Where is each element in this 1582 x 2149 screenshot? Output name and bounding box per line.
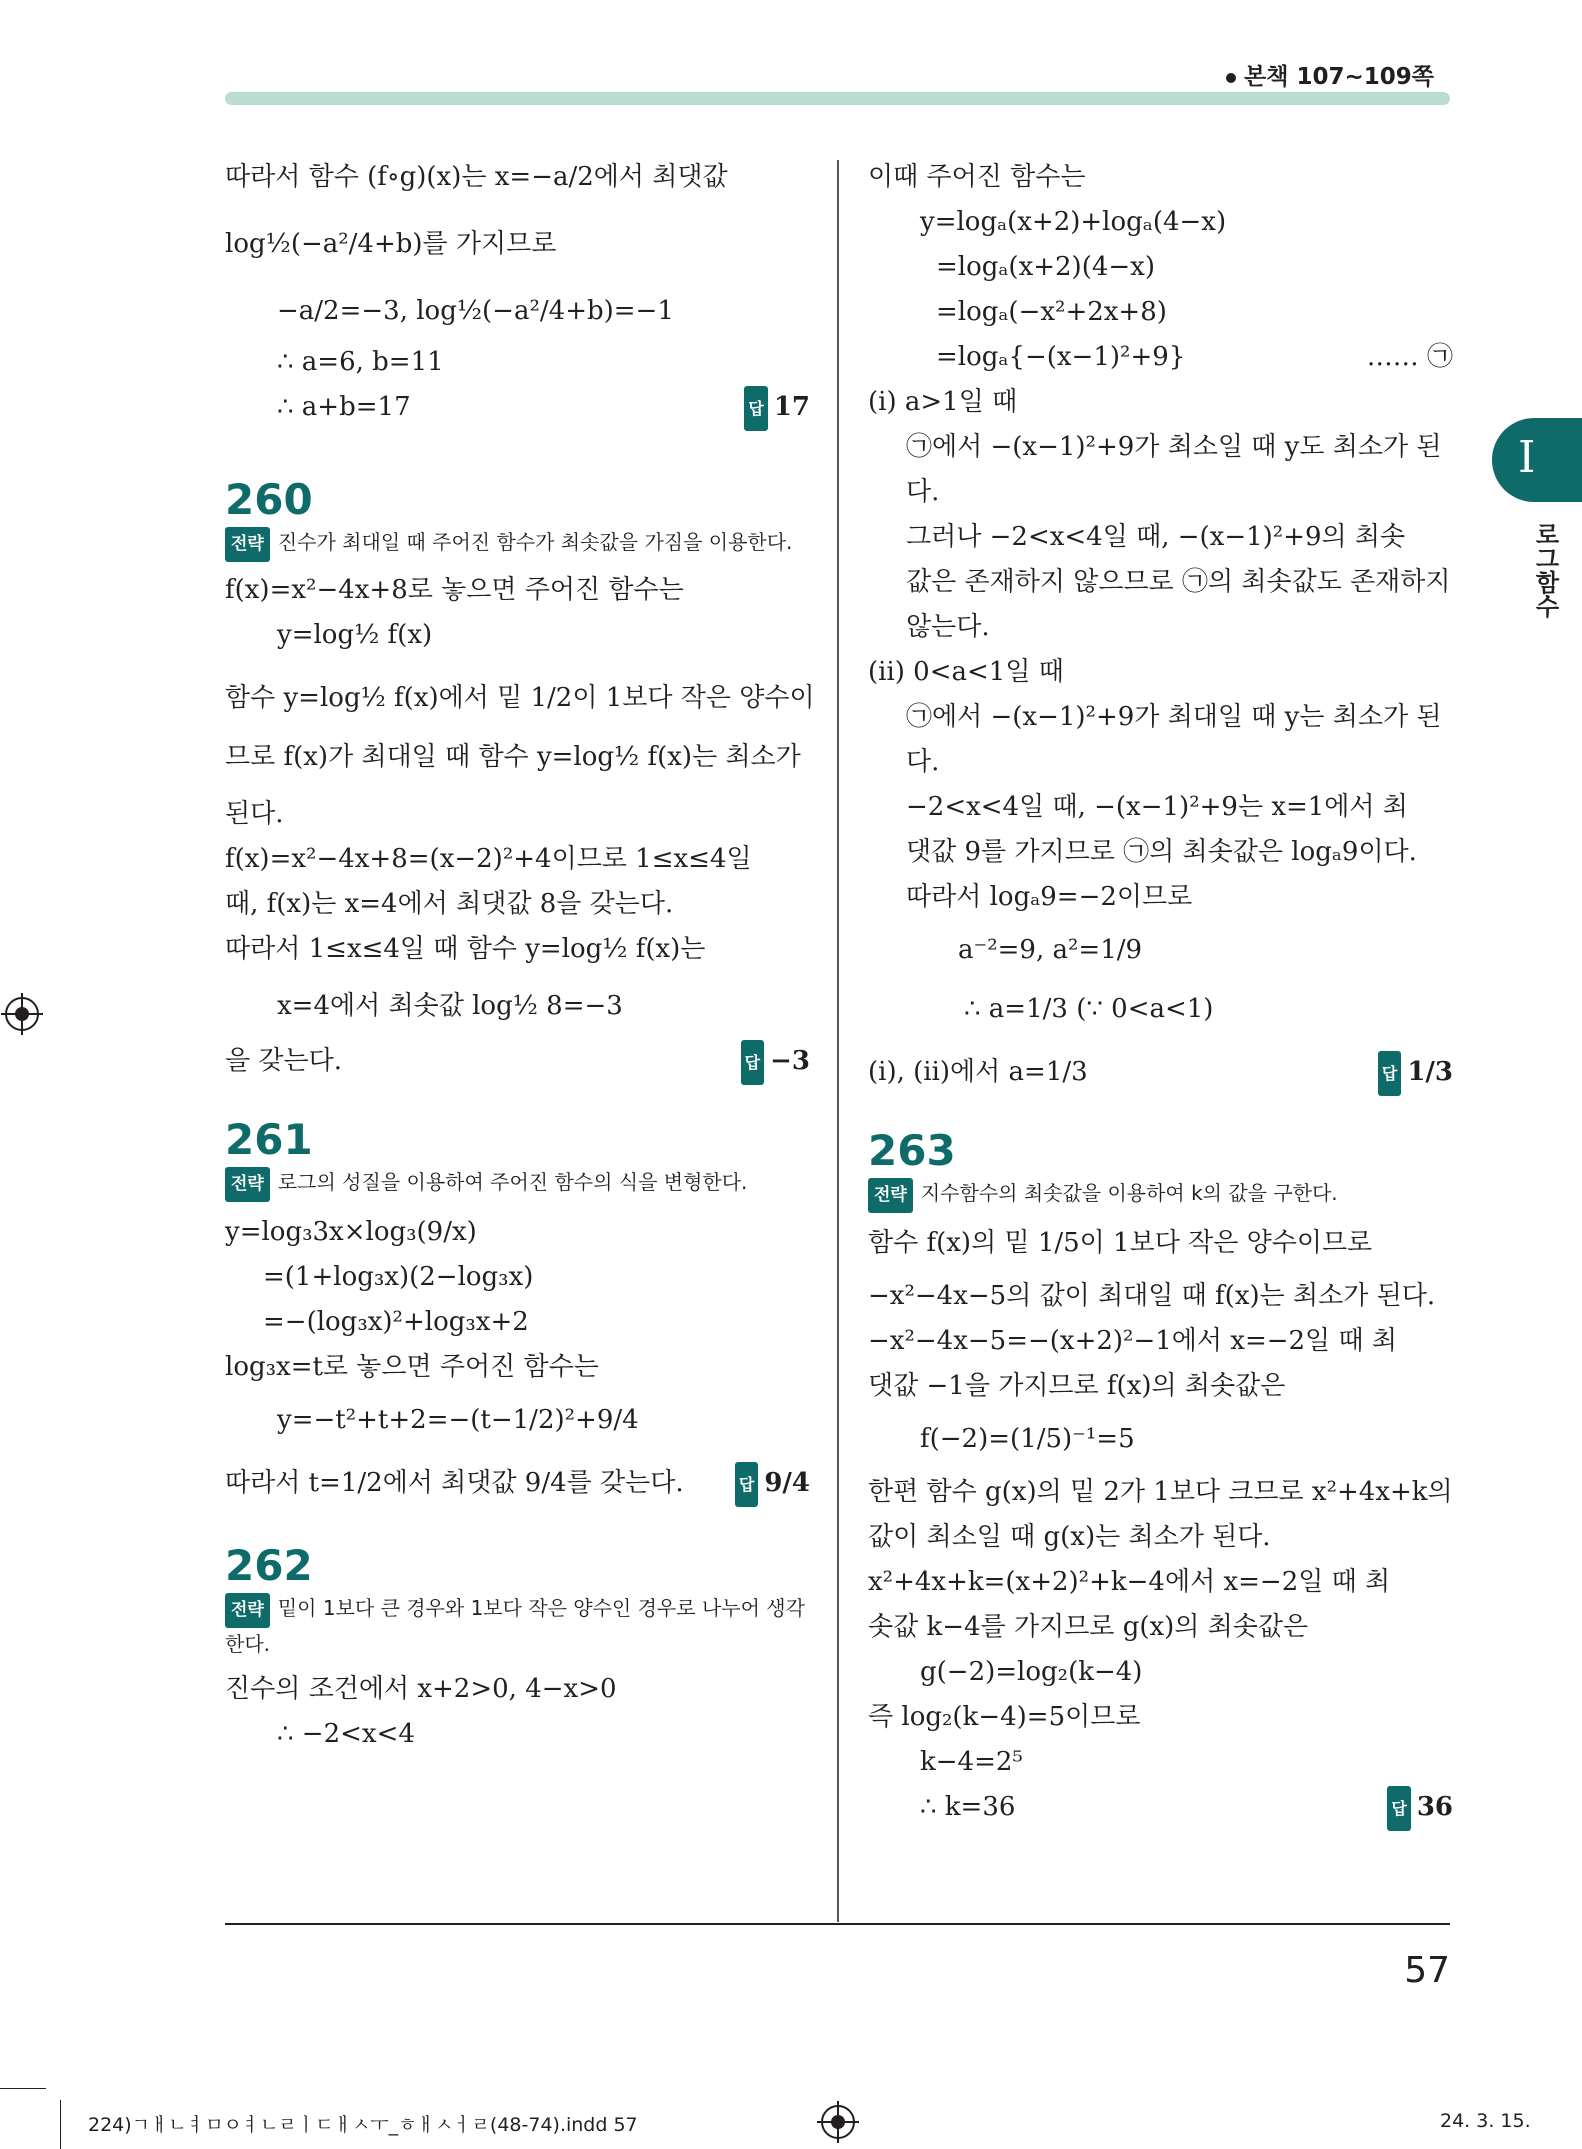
header-ref-text: 본책 107~109쪽 — [1244, 64, 1434, 90]
text-line: ㉠에서 −(x−1)²+9가 최소일 때 y도 최소가 된 — [906, 432, 1442, 462]
equation-line: f(−2)=(1/5)⁻¹=5 — [920, 1424, 1135, 1454]
problem-number: 260 — [225, 475, 313, 524]
left-column — [225, 155, 815, 1757]
equation-line: k−4=2⁵ — [920, 1747, 1023, 1777]
case-heading: (ⅰ) a>1일 때 — [868, 387, 1018, 417]
answer-row — [225, 1461, 810, 1506]
footer-filename: 224)ㄱㅐㄴㅕㅁㅇㅕㄴㄹㅣㄷㅐㅅㅜ_ㅎㅐㅅㅓㄹ(48-74).indd 57 — [88, 2114, 638, 2136]
answer-label: 답 — [735, 1462, 758, 1507]
registration-dot-icon — [15, 1007, 29, 1021]
answer-value: 9/4 — [764, 1468, 810, 1498]
text-line: 다. — [906, 477, 940, 507]
answer-badge — [735, 1461, 810, 1507]
answer-row — [225, 1039, 810, 1084]
answer-label: 답 — [1387, 1786, 1410, 1831]
text-line: 때, f(x)는 x=4에서 최댓값 8을 갖는다. — [225, 889, 674, 919]
text-line: ㉠에서 −(x−1)²+9가 최대일 때 y는 최소가 된 — [906, 702, 1442, 732]
text-line: 다. — [906, 747, 940, 777]
equation-line: ∴ k=36 — [920, 1792, 1016, 1822]
text-line: 따라서 1≤x≤4일 때 함수 y=log½ f(x)는 — [225, 934, 706, 964]
text-line: 값은 존재하지 않으므로 ㉠의 최솟값도 존재하지 — [906, 567, 1451, 597]
text-line: 므로 f(x)가 최대일 때 함수 y=log½ f(x)는 최소가 — [225, 742, 801, 772]
text-line: 된다. — [225, 799, 284, 829]
registration-mark-icon — [821, 2105, 855, 2139]
strategy-note — [225, 526, 810, 562]
strategy-tag: 전략 — [225, 1167, 270, 1202]
answer-badge — [1378, 1050, 1453, 1096]
equation-line: y=−t²+t+2=−(t−1/2)²+9/4 — [277, 1405, 639, 1435]
crop-mark — [0, 2088, 46, 2089]
text-line: 솟값 k−4를 가지므로 g(x)의 최솟값은 — [868, 1612, 1309, 1642]
registration-dot-icon — [831, 2115, 845, 2129]
text-line: 그러나 −2<x<4일 때, −(x−1)²+9의 최솟 — [906, 522, 1406, 552]
equation-line: ∴ −2<x<4 — [277, 1719, 415, 1749]
problem-number: 262 — [225, 1541, 313, 1590]
text-line: 따라서 t=1/2에서 최댓값 9/4를 갖는다. — [225, 1468, 684, 1498]
equation-line: =−(log₃x)²+log₃x+2 — [263, 1307, 529, 1337]
equation-line: ∴ a=1/3 (∵ 0<a<1) — [964, 994, 1214, 1024]
equation-line: y=log₃3x×log₃(9/x) — [225, 1217, 477, 1247]
answer-row — [868, 1050, 1453, 1095]
answer-label: 답 — [744, 386, 767, 431]
equation-line: ∴ a+b=17 — [277, 392, 411, 422]
answer-label: 답 — [1378, 1051, 1401, 1096]
strategy-text: 밑이 1보다 큰 경우와 1보다 작은 양수인 경우로 나누어 생각한다. — [225, 1596, 805, 1656]
strategy-text: 로그의 성질을 이용하여 주어진 함수의 식을 변형한다. — [277, 1170, 748, 1194]
text-line: f(x)=x²−4x+8=(x−2)²+4이므로 1≤x≤4일 — [225, 844, 752, 874]
text-line: 함수 y=log½ f(x)에서 밑 1/2이 1보다 작은 양수이 — [225, 683, 815, 713]
equation-line: y=log½ f(x) — [277, 620, 433, 650]
equation-line: y=logₐ(x+2)+logₐ(4−x) — [920, 207, 1227, 237]
equation-line: x=4에서 최솟값 log½ 8=−3 — [277, 991, 623, 1021]
text-line: 한편 함수 g(x)의 밑 2가 1보다 크므로 x²+4x+k의 — [868, 1477, 1453, 1507]
right-column — [868, 155, 1453, 1830]
strategy-note — [225, 1166, 810, 1202]
text-line: (ⅰ), (ⅱ)에서 a=1/3 — [868, 1057, 1088, 1087]
chapter-tab — [1492, 418, 1582, 502]
header-bar — [225, 92, 1450, 105]
text-line: 함수 f(x)의 밑 1/5이 1보다 작은 양수이므로 — [868, 1228, 1373, 1258]
text-line: 따라서 logₐ9=−2이므로 — [906, 882, 1193, 912]
problem-number: 263 — [868, 1126, 956, 1175]
case-heading: (ⅱ) 0<a<1일 때 — [868, 657, 1064, 687]
text-line: 않는다. — [906, 612, 990, 642]
header-page-ref — [1226, 58, 1434, 91]
equation-line: =logₐ(x+2)(4−x) — [936, 252, 1155, 282]
answer-row — [868, 1785, 1453, 1830]
text-line: x²+4x+k=(x+2)²+k−4에서 x=−2일 때 최 — [868, 1567, 1391, 1597]
chapter-label: 로그함수 — [1531, 522, 1559, 618]
strategy-note — [225, 1592, 810, 1661]
text-line: log½(−a²/4+b)를 가지므로 — [225, 229, 557, 259]
strategy-text: 지수함수의 최솟값을 이용하여 k의 값을 구한다. — [920, 1181, 1338, 1205]
strategy-tag: 전략 — [225, 1593, 270, 1628]
answer-value: −3 — [770, 1046, 810, 1076]
chapter-roman: I — [1518, 432, 1536, 483]
equation-marker: …… ㉠ — [1366, 342, 1453, 372]
equation-line: a⁻²=9, a²=1/9 — [958, 935, 1143, 965]
equation-line: g(−2)=log₂(k−4) — [920, 1657, 1143, 1687]
equation-line: −a/2=−3, log½(−a²/4+b)=−1 — [277, 296, 674, 326]
equation-line: =logₐ(−x²+2x+8) — [936, 297, 1167, 327]
answer-value: 36 — [1416, 1792, 1453, 1822]
strategy-text: 진수가 최대일 때 주어진 함수가 최솟값을 가짐을 이용한다. — [277, 530, 793, 554]
column-divider — [837, 160, 839, 1922]
text-line: 을 갖는다. — [225, 1046, 342, 1076]
answer-badge — [1387, 1785, 1453, 1831]
text-line: 댓값 9를 가지므로 ㉠의 최솟값은 logₐ9이다. — [906, 837, 1417, 867]
strategy-tag: 전략 — [225, 527, 270, 562]
strategy-tag: 전략 — [868, 1178, 913, 1213]
text-line: 즉 log₂(k−4)=5이므로 — [868, 1702, 1141, 1732]
registration-mark-icon — [5, 997, 39, 1031]
footer-date: 24. 3. 15. — [1440, 2110, 1531, 2132]
text-line: 값이 최소일 때 g(x)는 최소가 된다. — [868, 1522, 1271, 1552]
bullet-icon — [1226, 73, 1236, 83]
equation-text: =logₐ{−(x−1)²+9} — [936, 342, 1186, 372]
equation-line — [868, 335, 1453, 380]
equation-line: ∴ a=6, b=11 — [277, 347, 444, 377]
answer-value: 1/3 — [1407, 1057, 1453, 1087]
footer-rule — [225, 1923, 1450, 1925]
problem-number: 261 — [225, 1115, 313, 1164]
text-line: 진수의 조건에서 x+2>0, 4−x>0 — [225, 1674, 617, 1704]
text-line: 따라서 함수 (f∘g)(x)는 x=−a/2에서 최댓값 — [225, 162, 728, 192]
answer-badge — [744, 385, 810, 431]
text-line: 이때 주어진 함수는 — [868, 162, 1086, 192]
text-line: 댓값 −1을 가지므로 f(x)의 최솟값은 — [868, 1371, 1286, 1401]
answer-value: 17 — [773, 392, 810, 422]
answer-badge — [741, 1039, 810, 1085]
text-line: log₃x=t로 놓으면 주어진 함수는 — [225, 1352, 599, 1382]
text-line: −x²−4x−5의 값이 최대일 때 f(x)는 최소가 된다. — [868, 1281, 1436, 1311]
answer-row — [225, 385, 810, 430]
page-number: 57 — [1404, 1950, 1450, 1991]
text-line: −2<x<4일 때, −(x−1)²+9는 x=1에서 최 — [906, 792, 1408, 822]
text-line: −x²−4x−5=−(x+2)²−1에서 x=−2일 때 최 — [868, 1326, 1397, 1356]
equation-line: =(1+log₃x)(2−log₃x) — [263, 1262, 534, 1292]
crop-mark — [60, 2100, 61, 2149]
answer-label: 답 — [741, 1040, 764, 1085]
text-line: f(x)=x²−4x+8로 놓으면 주어진 함수는 — [225, 575, 684, 605]
strategy-note — [868, 1177, 1453, 1213]
